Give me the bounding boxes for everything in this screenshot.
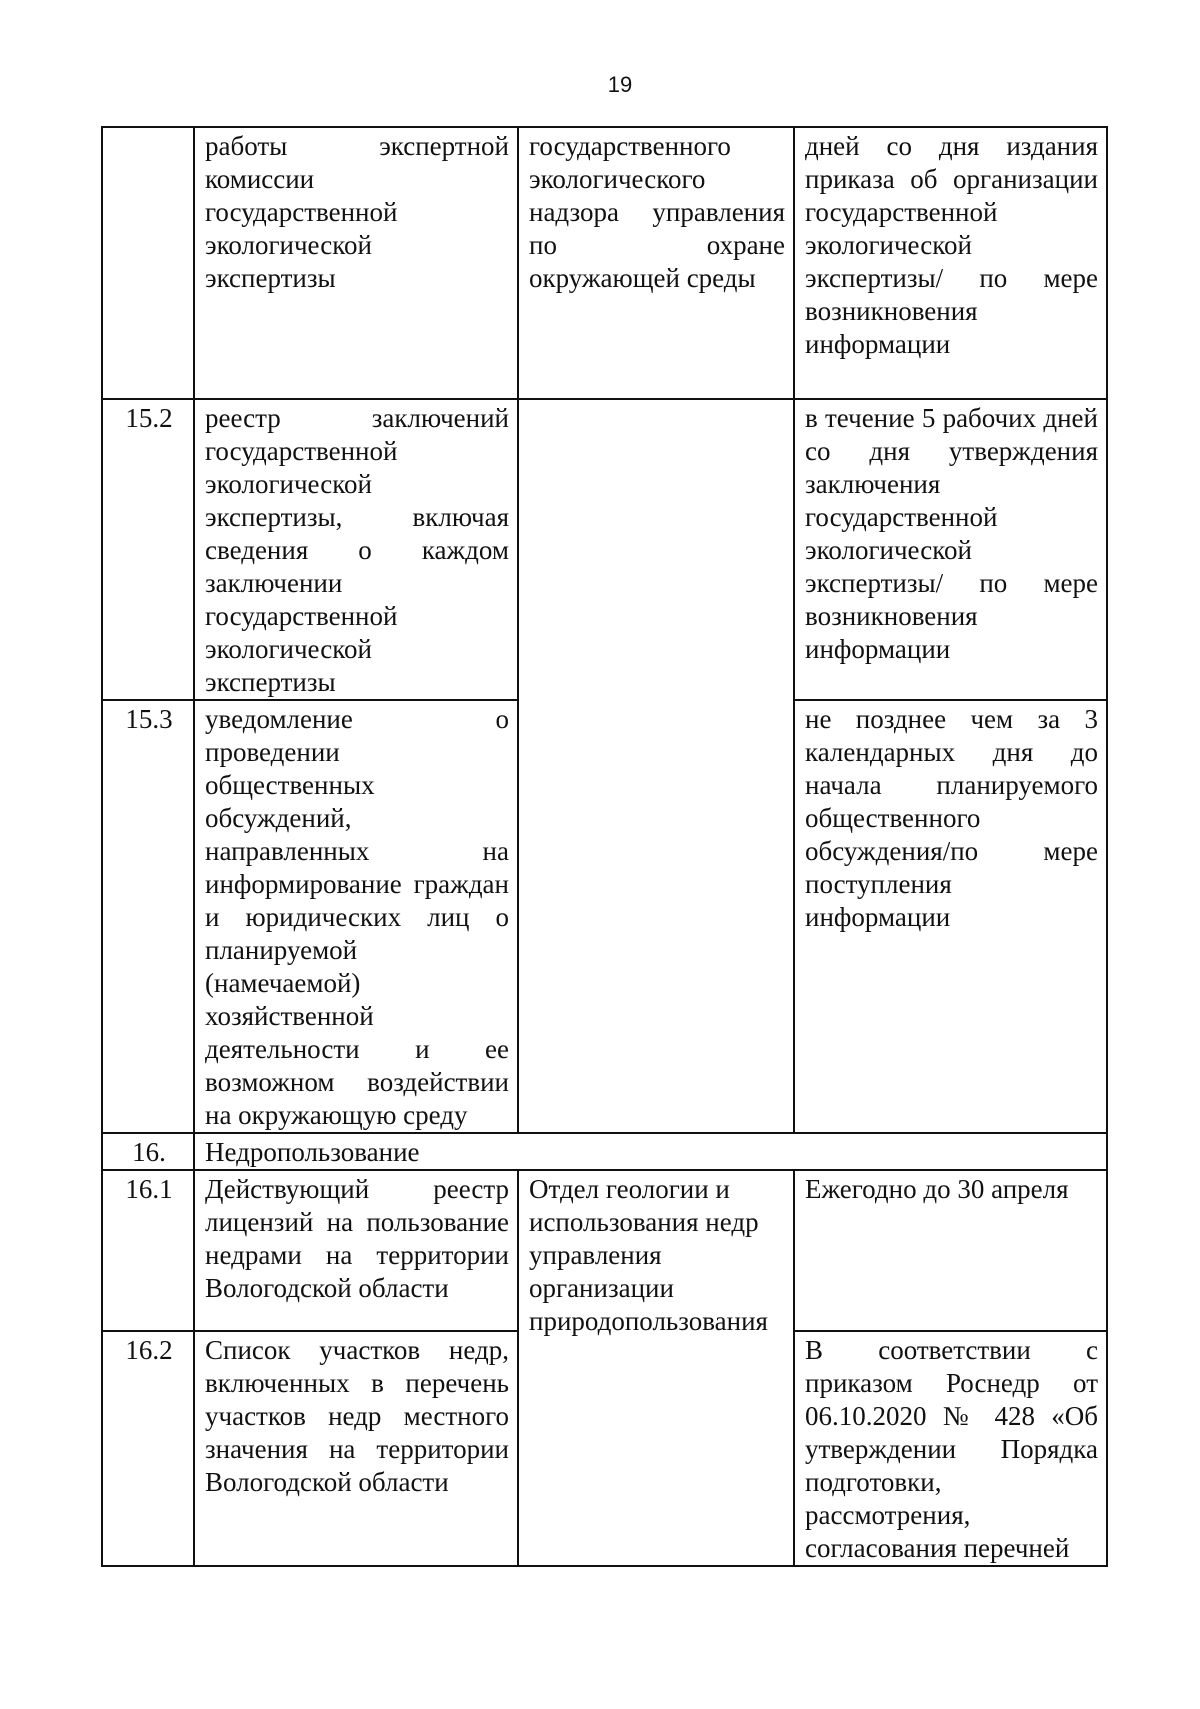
row-term: дней со дня издания приказа об организации государственной экологической экспертизы/ по мере возникновения информации xyxy=(794,127,1107,399)
table-row xyxy=(102,127,1107,399)
table-row xyxy=(102,1170,1107,1331)
row-responsible: Отдел геологии и использования недр управления организации природопользования xyxy=(518,1170,794,1566)
row-number: 15.2 xyxy=(102,399,194,700)
page-number: 19 xyxy=(607,72,633,97)
row-name: реестр заключений государственной экологической экспертизы, включая сведения о каждом заключении государственной экологической экспертизы xyxy=(194,399,518,700)
section-row xyxy=(102,1133,1107,1170)
row-number: 16.2 xyxy=(102,1331,194,1566)
row-name: Действующий реестр лицензий на пользование недрами на территории Вологодской области xyxy=(194,1170,518,1331)
row-term: не позднее чем за 3 календарных дня до начала планируемого общественного обсуждения/по мере поступления информации xyxy=(794,700,1107,1133)
row-number: 15.3 xyxy=(102,700,194,1133)
row-term: В соответствии с приказом Роснедр от 06.10.2020 № 428 «Об утверждении Порядка подготовки, рассмотрения, согласования перечней xyxy=(794,1331,1107,1566)
row-number xyxy=(102,127,194,399)
section-title: Недропользование xyxy=(194,1133,1107,1170)
row-term: Ежегодно до 30 апреля xyxy=(794,1170,1107,1331)
row-responsible-merged xyxy=(518,399,794,1133)
section-number: 16. xyxy=(102,1133,194,1170)
row-name: уведомление о проведении общественных обсуждений, направленных на информирование граждан и юридических лиц о планируемой (намечаемой) хозяйственной деятельности и ее возможном воздействии на окружающую среду xyxy=(194,700,518,1133)
row-term: в течение 5 рабочих дней со дня утверждения заключения государственной экологической экспертизы/ по мере возникновения информации xyxy=(794,399,1107,700)
registry-table xyxy=(101,126,1108,1567)
row-name: Список участков недр, включенных в перечень участков недр местного значения на территории Вологодской области xyxy=(194,1331,518,1566)
table-row xyxy=(102,399,1107,700)
row-name: работы экспертной комиссии государственной экологической экспертизы xyxy=(194,127,518,399)
row-number: 16.1 xyxy=(102,1170,194,1331)
row-responsible: государственного экологического надзора управления по охране окружающей среды xyxy=(518,127,794,399)
